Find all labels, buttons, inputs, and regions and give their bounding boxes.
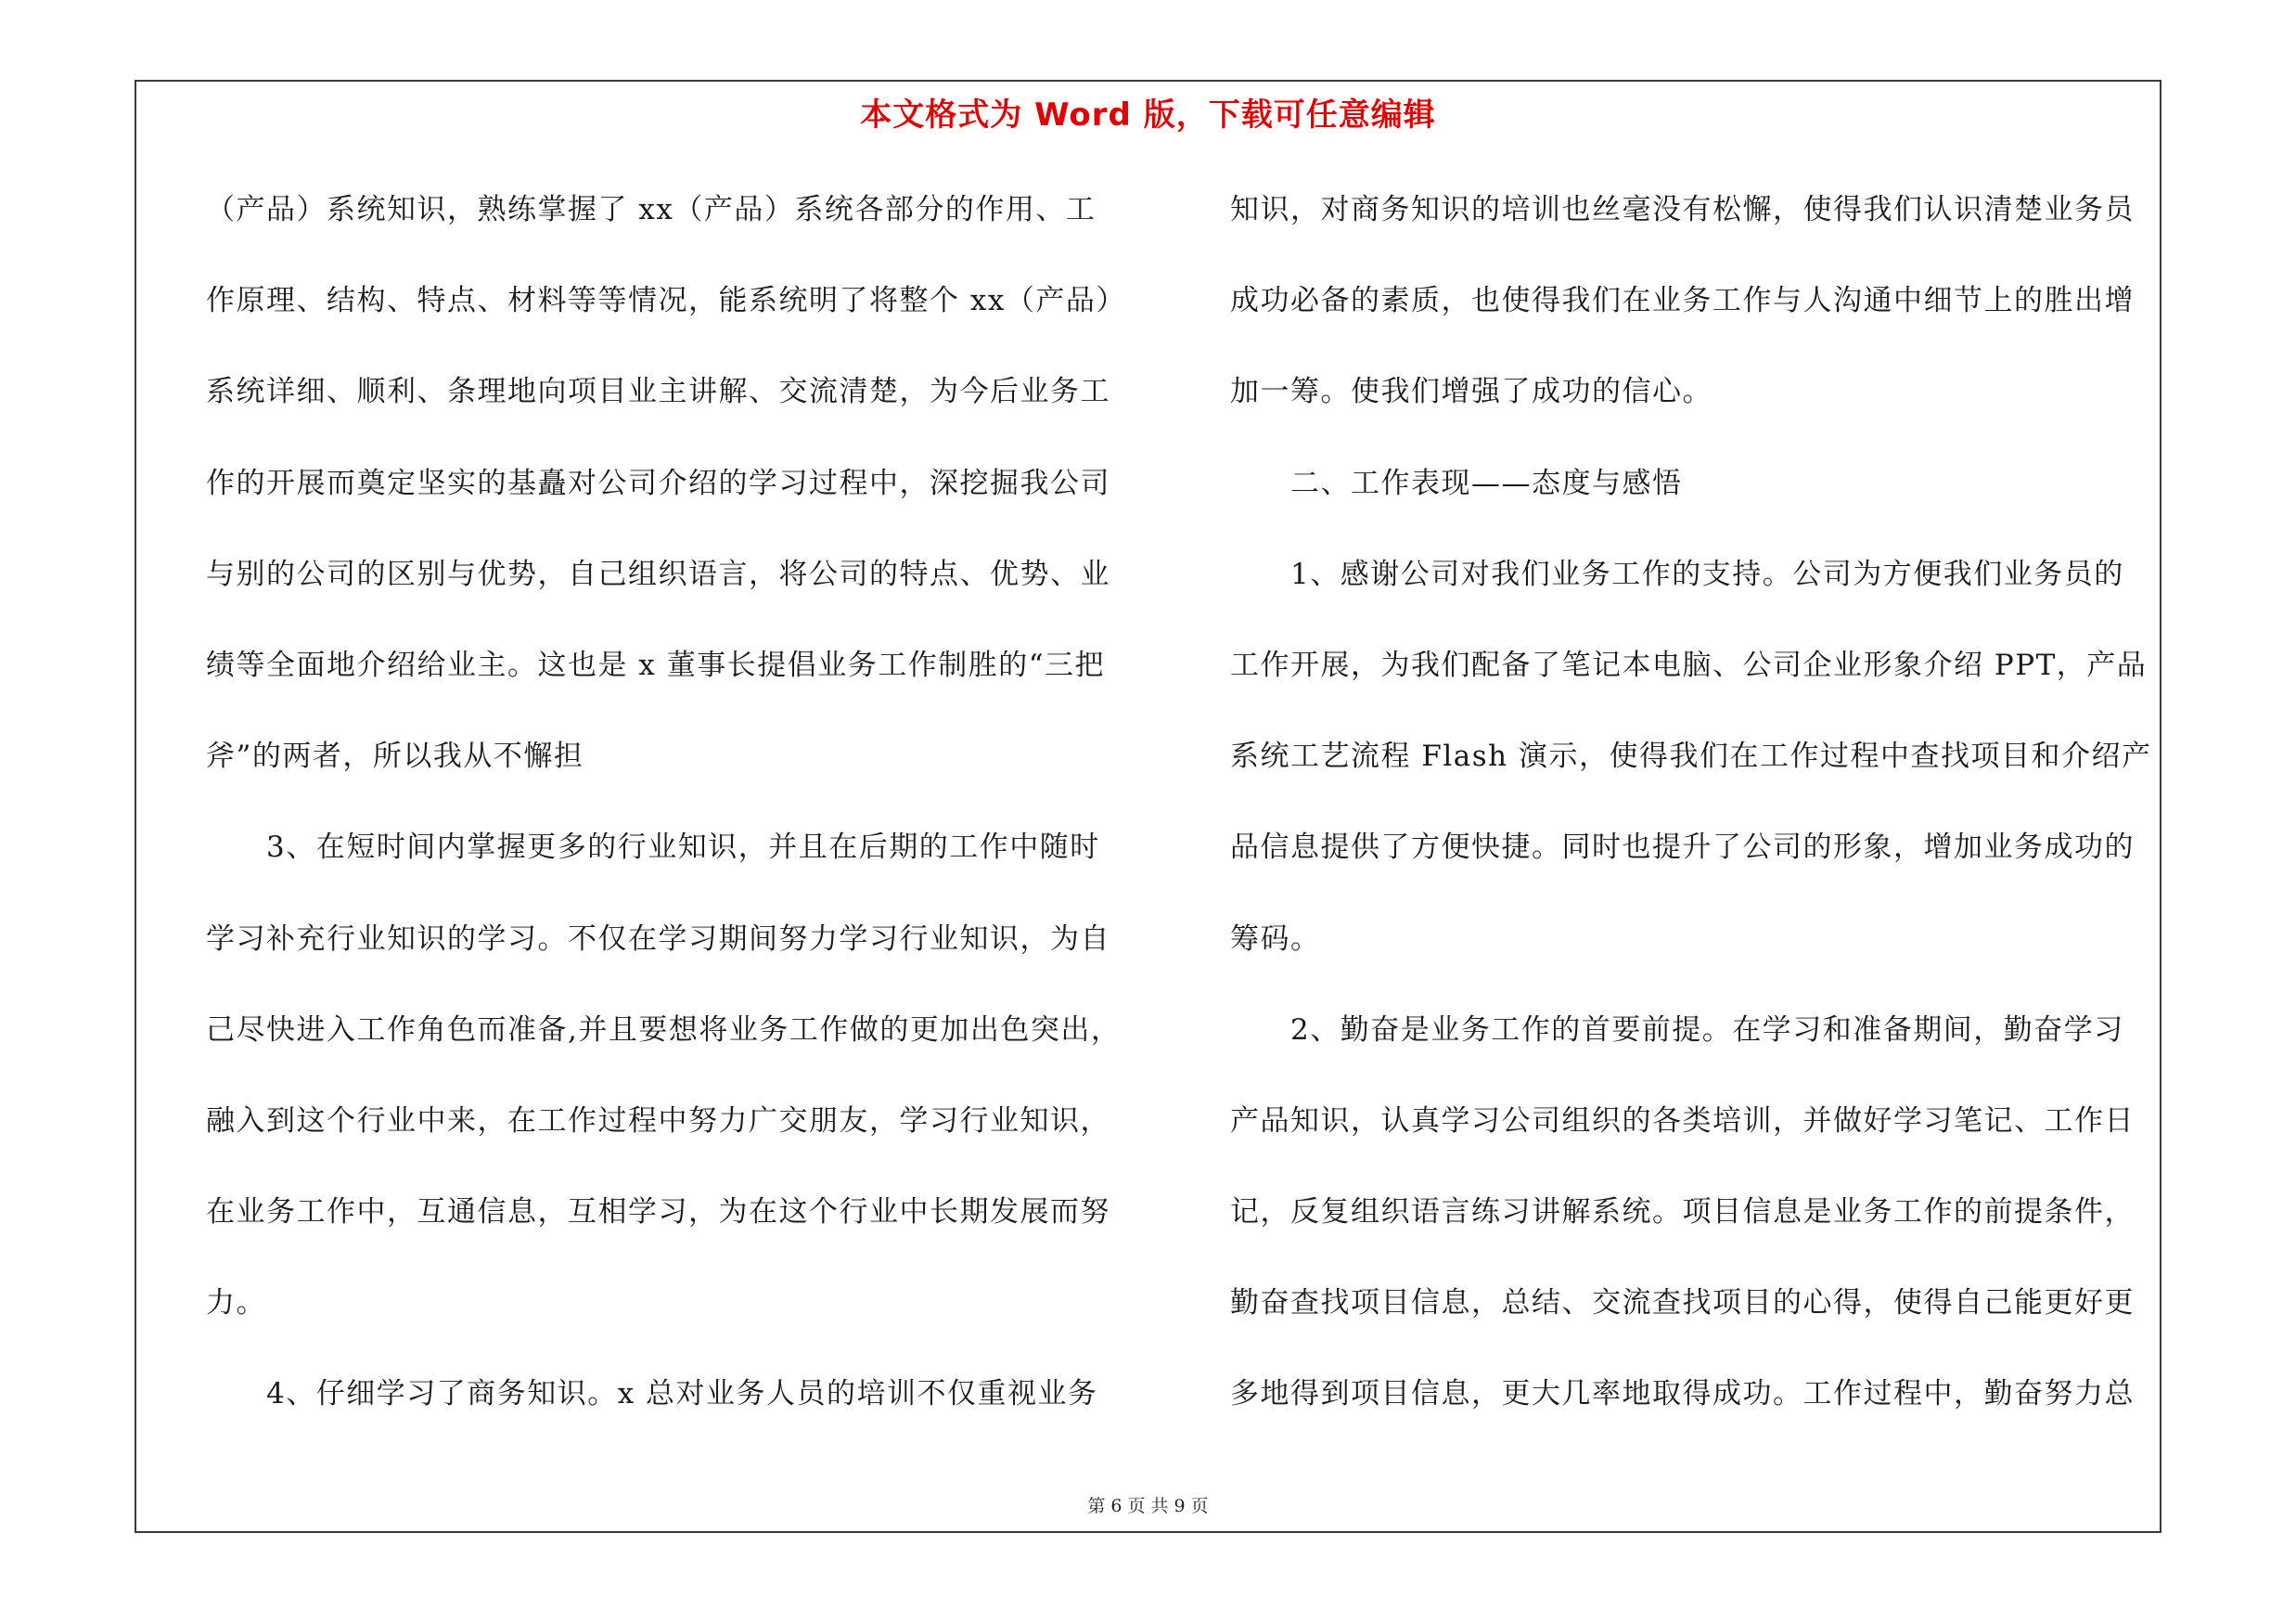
text-line: （产品）系统知识，熟练掌握了 xx（产品）系统各部分的作用、工 — [206, 193, 1097, 226]
left-text-column — [206, 182, 1134, 1458]
right-text-column — [1230, 182, 2158, 1458]
text-line: 己尽快进入工作角色而准备,并且要想将业务工作做的更加出色突出， — [206, 1012, 1122, 1047]
text-line: 在业务工作中，互通信息，互相学习，为在这个行业中长期发展而努 — [206, 1195, 1110, 1230]
text-line: 成功必备的素质，也使得我们在业务工作与人沟通中细节上的胜出增 — [1230, 284, 2135, 318]
text-line: 4、仔细学习了商务知识。x 总对业务人员的培训不仅重视业务 — [206, 1377, 1098, 1411]
text-line: 记，反复组织语言练习讲解系统。项目信息是业务工作的前提条件， — [1230, 1195, 2135, 1230]
text-line: 与别的公司的区别与优势，自己组织语言，将公司的特点、优势、业 — [206, 557, 1110, 591]
text-line: 多地得到项目信息，更大几率地取得成功。工作过程中，勤奋努力总 — [1230, 1377, 2135, 1411]
text-line: 工作开展，为我们配备了笔记本电脑、公司企业形象介绍 PPT，产品 — [1230, 648, 2148, 682]
text-line: 系统工艺流程 Flash 演示，使得我们在工作过程中查找项目和介绍产 — [1230, 740, 2152, 774]
text-line: 2、勤奋是业务工作的首要前提。在学习和准备期间，勤奋学习 — [1230, 1012, 2124, 1047]
text-line: 品信息提供了方便快捷。同时也提升了公司的形象，增加业务成功的 — [1230, 831, 2135, 865]
text-line: 学习补充行业知识的学习。不仅在学习期间努力学习行业知识，为自 — [206, 921, 1110, 956]
text-line: 勤奋查找项目信息，总结、交流查找项目的心得，使得自己能更好更 — [1230, 1286, 2135, 1320]
text-line: 斧”的两者，所以我从不懈担 — [206, 740, 584, 774]
text-line: 系统详细、顺利、条理地向项目业主讲解、交流清楚，为今后业务工 — [206, 375, 1110, 409]
text-line: 产品知识，认真学习公司组织的各类培训，并做好学习笔记、工作日 — [1230, 1103, 2135, 1138]
text-line: 力。 — [206, 1286, 266, 1320]
text-line: 加一筹。使我们增强了成功的信心。 — [1230, 375, 1712, 409]
text-line: 知识，对商务知识的培训也丝毫没有松懈，使得我们认识清楚业务员 — [1230, 193, 2135, 226]
text-line: 筹码。 — [1230, 921, 1321, 956]
text-line: 作的开展而奠定坚实的基矗对公司介绍的学习过程中，深挖掘我公司 — [206, 466, 1110, 500]
text-line: 3、在短时间内掌握更多的行业知识，并且在后期的工作中随时 — [206, 831, 1100, 865]
page-number: 第 6 页 共 9 页 — [1087, 1496, 1209, 1516]
text-line: 作原理、结构、特点、材料等等情况，能系统明了将整个 xx（产品） — [206, 284, 1126, 318]
section-heading: 二、工作表现——态度与感悟 — [1230, 466, 1683, 500]
text-line: 1、感谢公司对我们业务工作的支持。公司为方便我们业务员的 — [1230, 557, 2124, 591]
text-line: 绩等全面地介绍给业主。这也是 x 董事长提倡业务工作制胜的“三把 — [206, 648, 1106, 682]
text-line: 融入到这个行业中来，在工作过程中努力广交朋友，学习行业知识， — [206, 1103, 1110, 1138]
word-format-banner: 本文格式为 Word 版，下载可任意编辑 — [860, 97, 1436, 134]
